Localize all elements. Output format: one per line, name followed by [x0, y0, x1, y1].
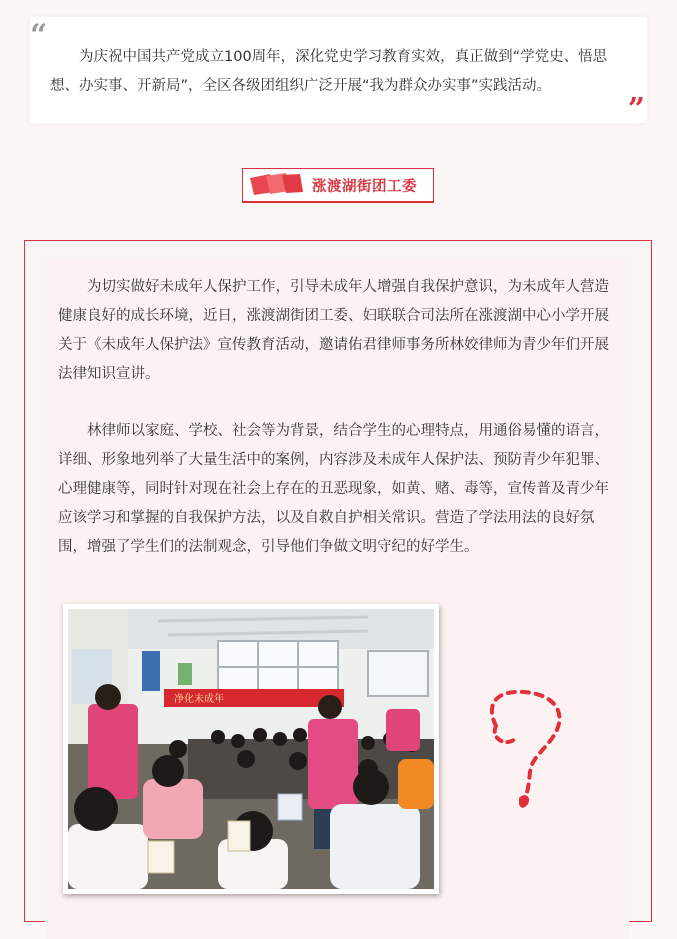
- classroom-photo-image: [68, 609, 434, 889]
- section-title-tag: [242, 168, 434, 202]
- intro-quote-card: [30, 17, 647, 127]
- banner-text: 净化未成年: [174, 694, 224, 705]
- question-mark-doodle: [484, 686, 572, 812]
- section-title: 涨渡湖街团工委: [312, 179, 417, 195]
- quote-close-icon: ”: [627, 92, 645, 127]
- classroom-photo: [63, 604, 439, 894]
- article-paragraph-2: 林律师以家庭、学校、社会等为背景，结合学生的心理特点，用通俗易懂的语言，详细、形象地列举了大量生活中的案例，内容涉及未成年人保护法、预防青少年犯罪、心理健康等，同时针对现在社会上存在的丑恶现象，如黄、赌、毒等，宣传普及青少年应该学习和掌握的自我保护方法，以及自救自护相关常识。营造了学法用法的良好氛围，增强了学生们的法制观念，引导他们争做文明守纪的好学生。: [58, 423, 609, 555]
- article-paragraph-1: 为切实做好未成年人保护工作，引导未成年人增强自我保护意识，为未成年人营造健康良好的成长环境，近日，涨渡湖街团工委、妇联联合司法所在涨渡湖中心小学开展关于《未成年人保护法》宣传教育活动，邀请佑君律师事务所林姣律师为青少年们开展法律知识宣讲。: [58, 279, 609, 382]
- intro-text: 为庆祝中国共产党成立100周年，深化党史学习教育实效，真正做到“学党史、悟思想、办实事、开新局”，全区各级团组织广泛开展“我为群众办实事”实践活动。: [50, 49, 608, 94]
- flag-icon: [248, 172, 306, 196]
- quote-open-icon: “: [30, 18, 48, 53]
